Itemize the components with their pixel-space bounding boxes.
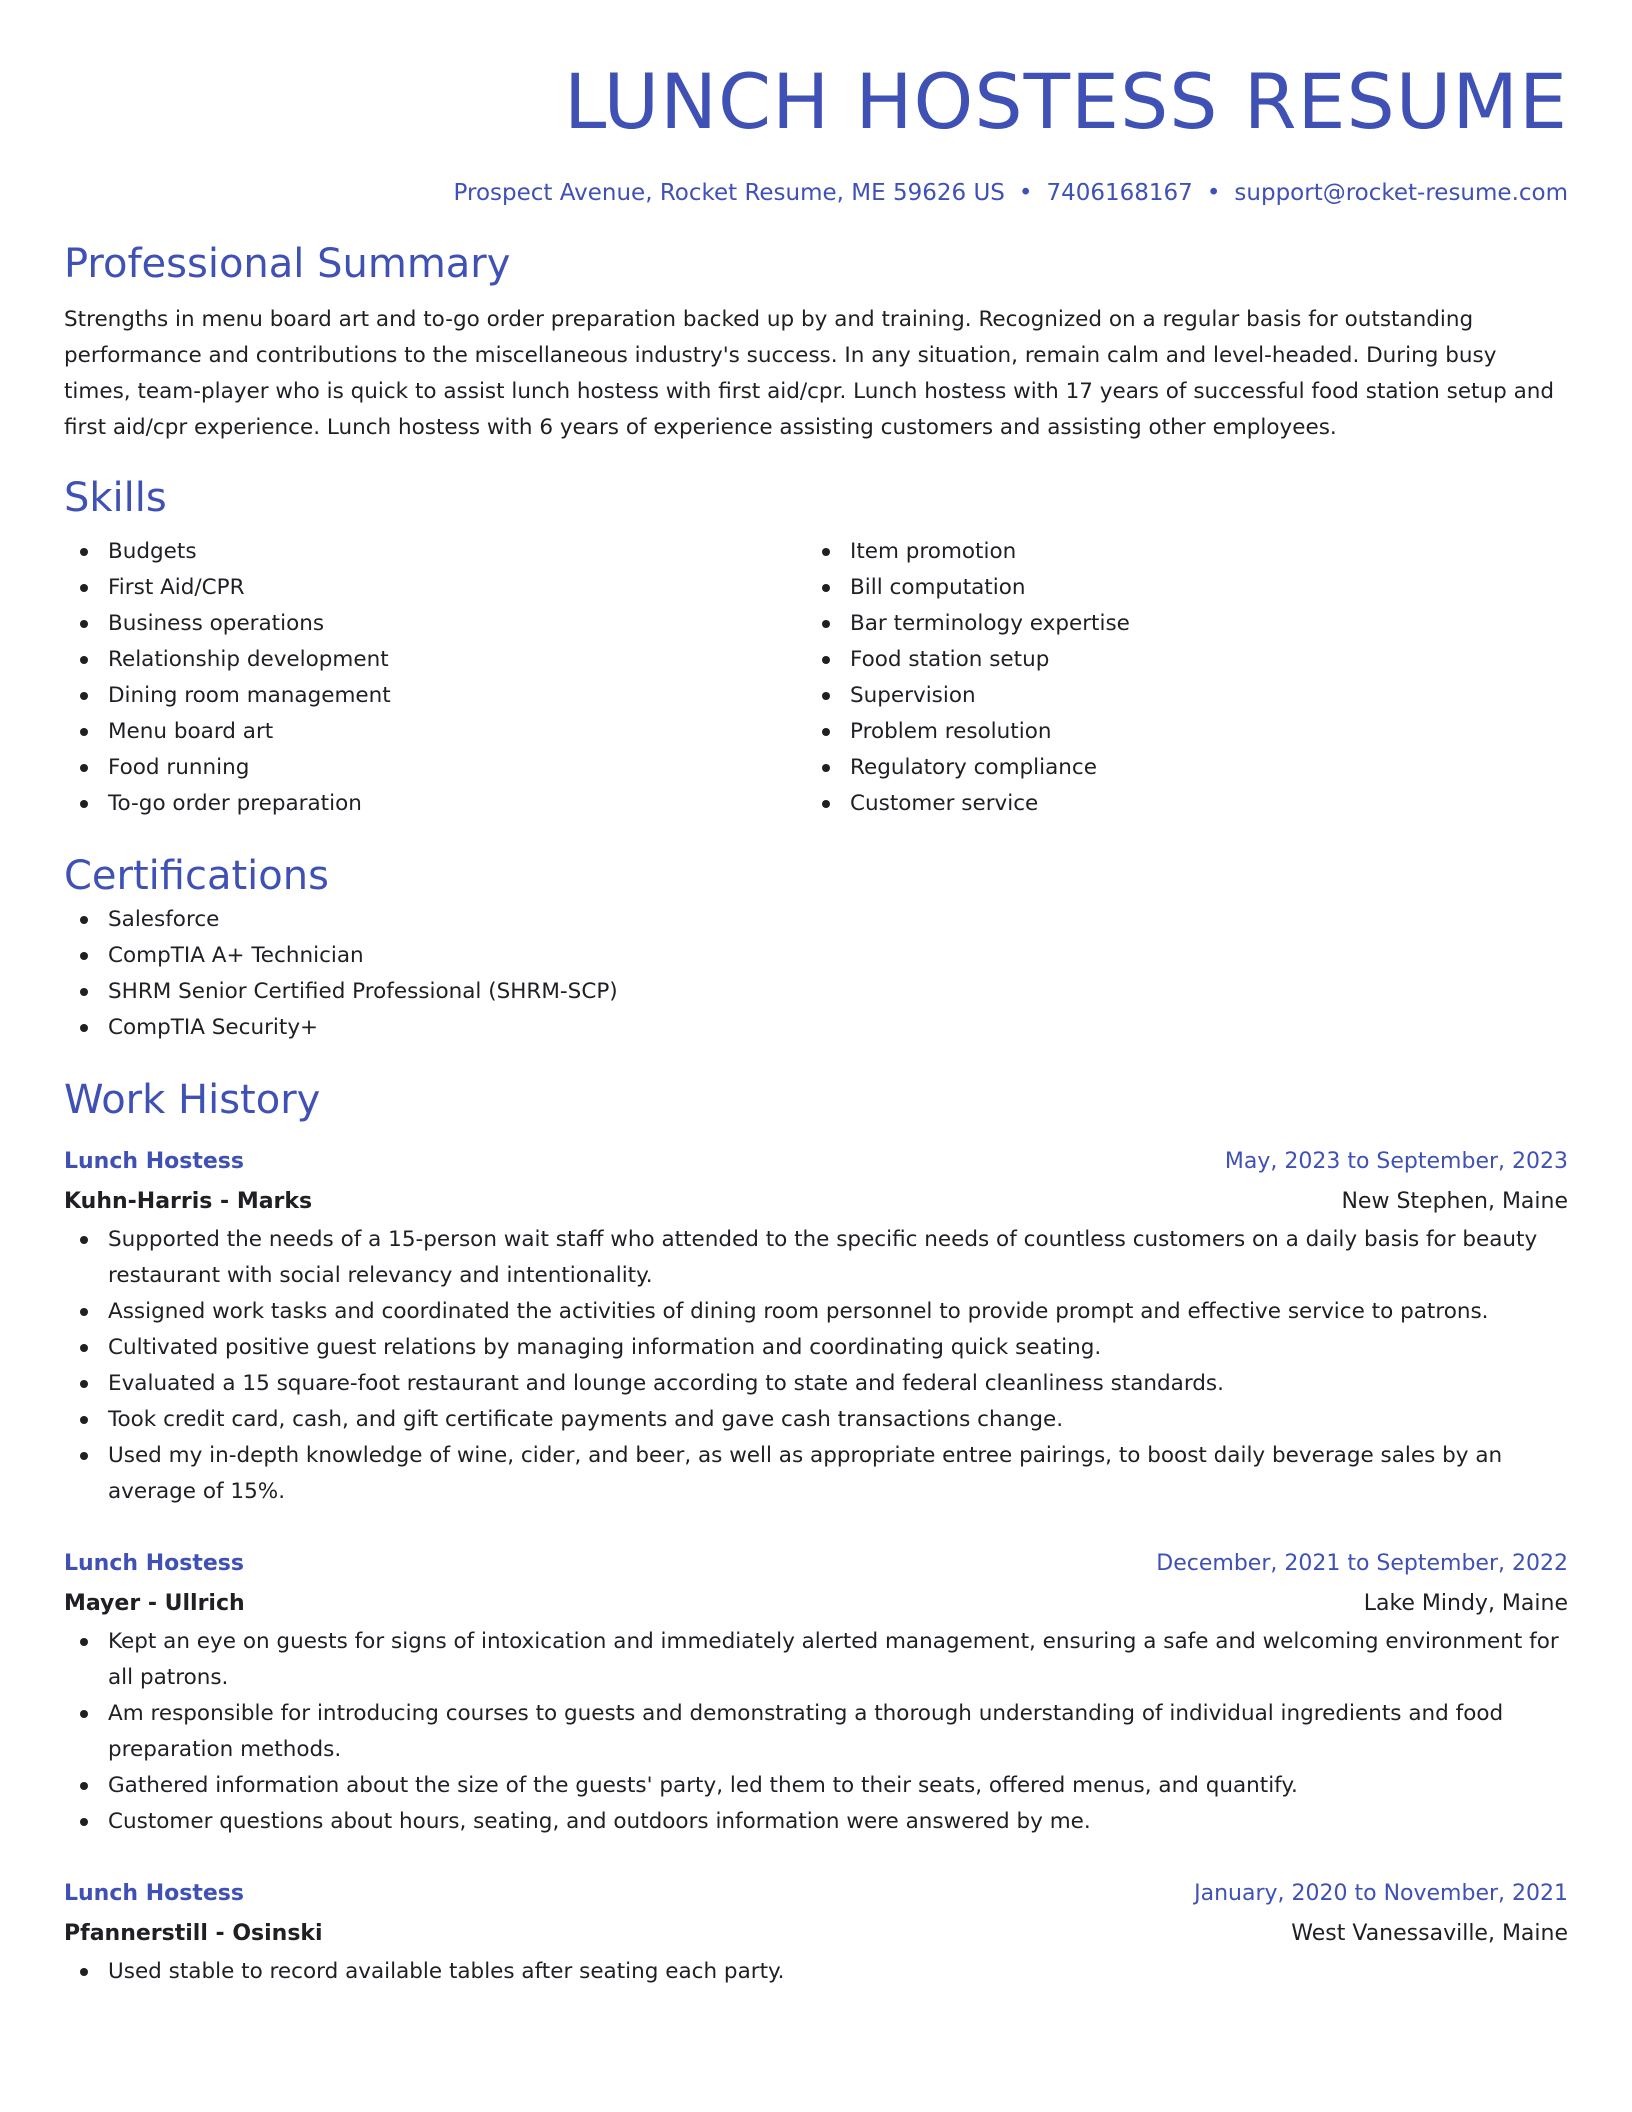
skill-item: Item promotion	[806, 534, 1548, 570]
skills-list	[64, 534, 1568, 822]
job-location: Lake Mindy, Maine	[1363, 1591, 1568, 1616]
job-dates: December, 2021 to September, 2022	[1156, 1551, 1568, 1576]
skill-item: Customer service	[806, 786, 1548, 822]
job-company-row	[64, 1584, 1568, 1624]
job-entry	[64, 1544, 1568, 1840]
certification-item: CompTIA A+ Technician	[64, 938, 1568, 974]
job-company: Mayer - Ullrich	[64, 1591, 245, 1616]
work-history-heading: Work History	[64, 1077, 321, 1123]
skill-item: Menu board art	[64, 714, 806, 750]
skill-item: Budgets	[64, 534, 806, 570]
contact-phone: 7406168167	[1046, 180, 1193, 206]
skill-item: Business operations	[64, 606, 806, 642]
skills-column-right	[806, 534, 1548, 822]
job-location: West Vanessaville, Maine	[1291, 1921, 1568, 1946]
resume-title: LUNCH HOSTESS RESUME	[564, 57, 1568, 146]
job-dates: January, 2020 to November, 2021	[1194, 1881, 1568, 1906]
job-bullet: Used stable to record available tables after seating each party.	[64, 1954, 1568, 1990]
skill-item: To-go order preparation	[64, 786, 806, 822]
job-title-row	[64, 1544, 1568, 1584]
job-bullet: Cultivated positive guest relations by managing information and coordinating quick seating.	[64, 1330, 1568, 1366]
summary-text: Strengths in menu board art and to-go order preparation backed up by and training. Recognized on a regular basis for outstanding performance and contributions to the miscellaneous industry's success. In any situation, remain calm and level-headed. During busy times, team-player who is quick to assist lunch hostess with first aid/cpr. Lunch hostess with 17 years of successful food station setup and first aid/cpr experience. Lunch hostess with 6 years of experience assisting customers and assisting other employees.	[64, 307, 1555, 440]
skills-heading: Skills	[64, 475, 167, 521]
job-bullet: Assigned work tasks and coordinated the activities of dining room personnel to provide prompt and effective service to patrons.	[64, 1294, 1568, 1330]
job-title: Lunch Hostess	[64, 1149, 244, 1174]
contact-separator: •	[1206, 180, 1221, 206]
job-bullets	[64, 1954, 1568, 1990]
skill-item: Bar terminology expertise	[806, 606, 1548, 642]
job-bullets	[64, 1624, 1568, 1840]
skill-item: Relationship development	[64, 642, 806, 678]
job-bullet: Supported the needs of a 15-person wait staff who attended to the specific needs of countless customers on a daily basis for beauty restaurant with social relevancy and intentionality.	[64, 1222, 1568, 1294]
job-title: Lunch Hostess	[64, 1881, 244, 1906]
job-company: Pfannerstill - Osinski	[64, 1921, 323, 1946]
job-title-row	[64, 1874, 1568, 1914]
skill-item: Food running	[64, 750, 806, 786]
job-bullet: Kept an eye on guests for signs of intoxication and immediately alerted management, ensuring a safe and welcoming environment for all patrons.	[64, 1624, 1568, 1696]
contact-separator: •	[1018, 180, 1033, 206]
job-bullet: Used my in-depth knowledge of wine, cider, and beer, as well as appropriate entree pairings, to boost daily beverage sales by an average of 15%.	[64, 1438, 1568, 1510]
job-company: Kuhn-Harris - Marks	[64, 1189, 313, 1214]
job-dates: May, 2023 to September, 2023	[1224, 1149, 1568, 1174]
contact-address: Prospect Avenue, Rocket Resume, ME 59626 US	[453, 180, 1005, 206]
skill-item: Food station setup	[806, 642, 1548, 678]
job-title-row	[64, 1142, 1568, 1182]
job-bullet: Am responsible for introducing courses to guests and demonstrating a thorough understanding of individual ingredients and food preparation methods.	[64, 1696, 1568, 1768]
job-title: Lunch Hostess	[64, 1551, 244, 1576]
job-entry	[64, 1874, 1568, 1990]
certifications-heading: Certifications	[64, 853, 329, 899]
certification-item: SHRM Senior Certified Professional (SHRM-SCP)	[64, 974, 1568, 1010]
work-history-list	[64, 1142, 1568, 1990]
certification-item: Salesforce	[64, 902, 1568, 938]
job-bullet: Gathered information about the size of the guests' party, led them to their seats, offered menus, and quantify.	[64, 1768, 1568, 1804]
skills-column-left	[64, 534, 806, 822]
certifications-list	[64, 902, 1568, 1046]
job-bullet: Evaluated a 15 square-foot restaurant and lounge according to state and federal cleanliness standards.	[64, 1366, 1568, 1402]
contact-email: support@rocket-resume.com	[1234, 180, 1568, 206]
job-company-row	[64, 1182, 1568, 1222]
job-location: New Stephen, Maine	[1341, 1189, 1568, 1214]
summary-heading: Professional Summary	[64, 241, 511, 287]
skill-item: Supervision	[806, 678, 1548, 714]
contact-line	[64, 176, 1568, 210]
certification-item: CompTIA Security+	[64, 1010, 1568, 1046]
job-bullet: Customer questions about hours, seating, and outdoors information were answered by me.	[64, 1804, 1568, 1840]
skill-item: Problem resolution	[806, 714, 1548, 750]
job-bullet: Took credit card, cash, and gift certificate payments and gave cash transactions change.	[64, 1402, 1568, 1438]
skill-item: Bill computation	[806, 570, 1548, 606]
skill-item: Dining room management	[64, 678, 806, 714]
job-entry	[64, 1142, 1568, 1510]
job-bullets	[64, 1222, 1568, 1510]
skill-item: First Aid/CPR	[64, 570, 806, 606]
skill-item: Regulatory compliance	[806, 750, 1548, 786]
job-company-row	[64, 1914, 1568, 1954]
